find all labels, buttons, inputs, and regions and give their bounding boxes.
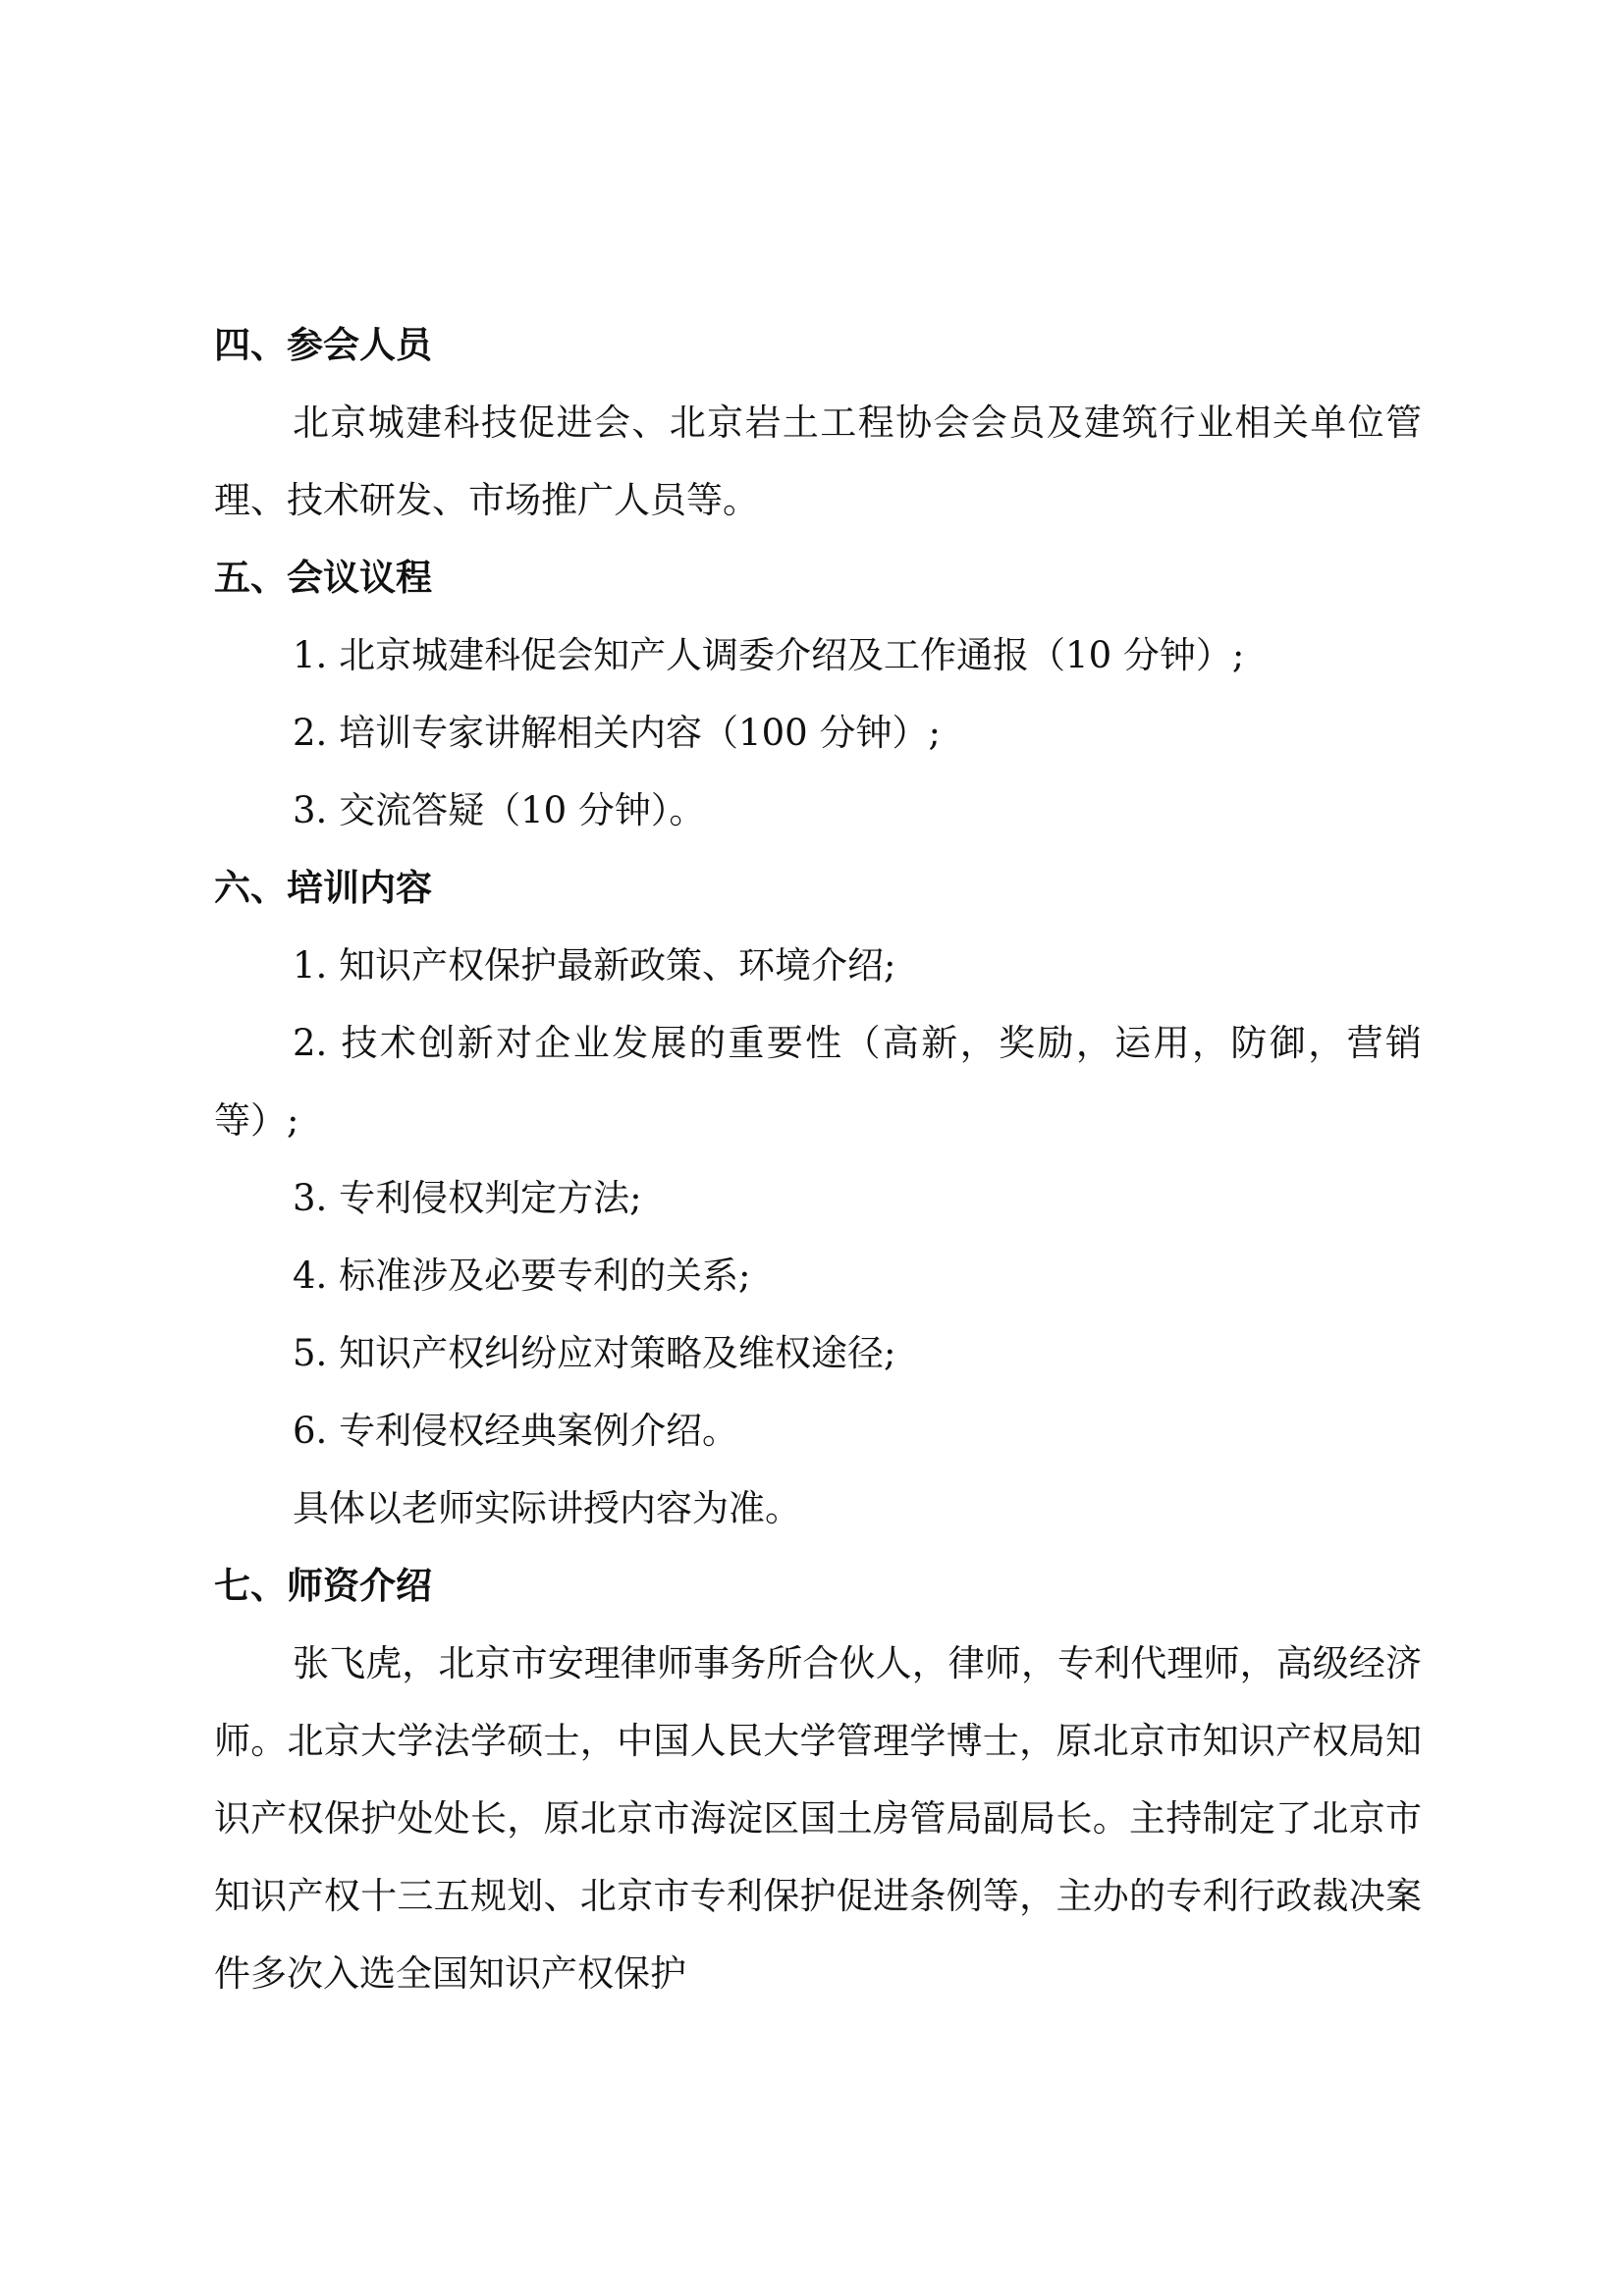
section-heading-faculty: 七、师资介绍 xyxy=(214,1565,432,1607)
section-heading-attendees: 四、参会人员 xyxy=(214,324,432,366)
attendees-paragraph: 北京城建科技促进会、北京岩土工程协会会员及建筑行业相关单位管理、技术研发、市场推广人员等。 xyxy=(214,401,1422,521)
agenda-item-2: 2. 培训专家讲解相关内容（100 分钟）; xyxy=(293,712,941,754)
training-item-3: 3. 专利侵权判定方法; xyxy=(293,1177,642,1219)
faculty-paragraph: 张飞虎，北京市安理律师事务所合伙人，律师，专利代理师，高级经济师。北京大学法学硕士，中国人民大学管理学博士，原北京市知识产权局知识产权保护处处长，原北京市海淀区国土房管局副局长。主持制定了北京市知识产权十三五规划、北京市专利保护促进条例等，主办的专利行政裁决案件多次入选全国知识产权保护 xyxy=(214,1642,1422,1995)
section-heading-training: 六、培训内容 xyxy=(214,867,432,909)
training-item-4: 4. 标准涉及必要专利的关系; xyxy=(293,1255,751,1297)
agenda-item-3: 3. 交流答疑（10 分钟）。 xyxy=(293,789,706,831)
training-item-2: 2. 技术创新对企业发展的重要性（高新，奖励，运用，防御，营销等）; xyxy=(214,1022,1422,1142)
training-item-5: 5. 知识产权纠纷应对策略及维权途径; xyxy=(293,1332,896,1374)
document-body xyxy=(214,306,1422,2012)
training-note: 具体以老师实际讲授内容为准。 xyxy=(293,1487,801,1529)
agenda-item-1: 1. 北京城建科促会知产人调委介绍及工作通报（10 分钟）; xyxy=(293,634,1245,676)
training-item-1: 1. 知识产权保护最新政策、环境介绍; xyxy=(293,944,896,987)
section-heading-agenda: 五、会议议程 xyxy=(214,557,432,599)
training-item-6: 6. 专利侵权经典案例介绍。 xyxy=(293,1410,739,1452)
